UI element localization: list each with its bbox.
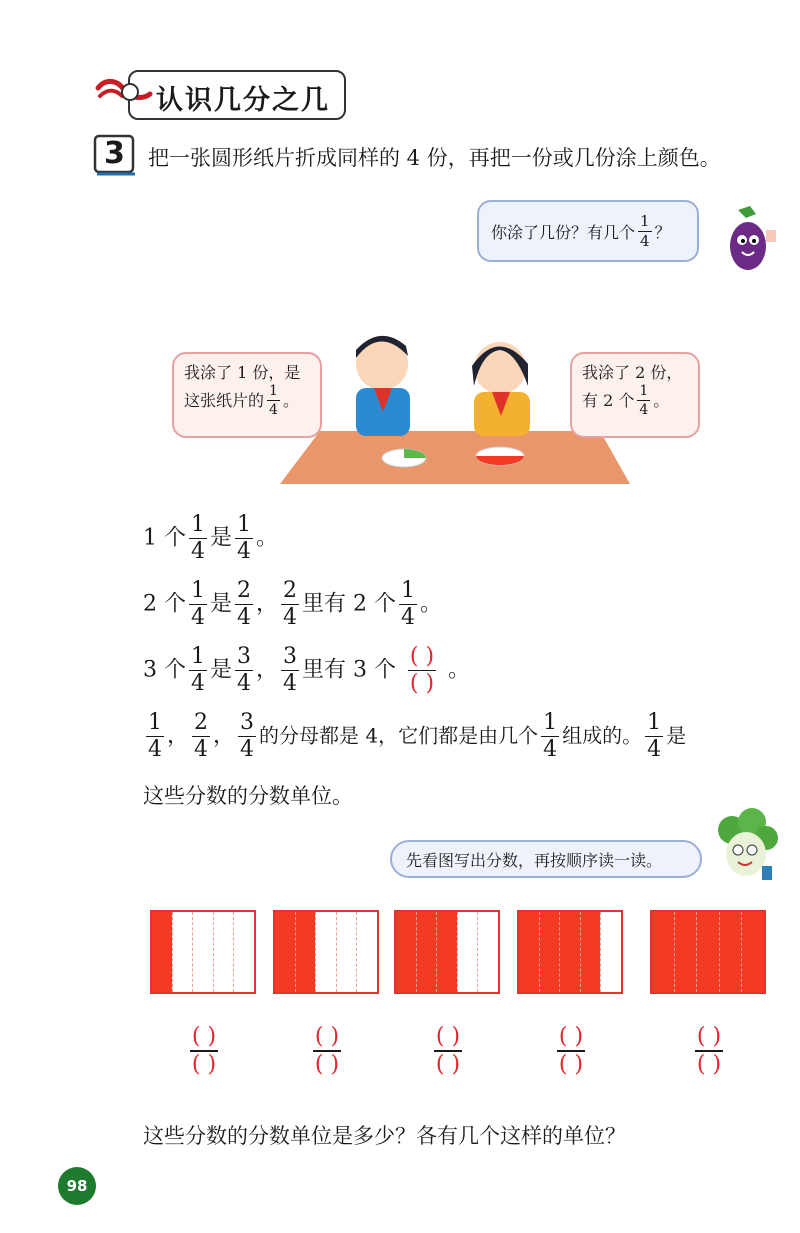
fraction: $\frac{1}{4}$ xyxy=(640,211,650,250)
answer-fraction-blank[interactable]: $\frac{( )}{( )}$ xyxy=(558,1024,584,1077)
fraction-rectangle xyxy=(650,910,766,994)
statement-line-4: $\frac{1}{4}$ ， $\frac{2}{4}$ ， $\frac{3}{4}$ 的分母都是 4，它们都是由几个 $\frac{1}{4}$ 组成的。 $\frac{1}{4}$ 是 xyxy=(148,710,687,762)
shaded-part xyxy=(436,912,457,992)
problem-number: 3 xyxy=(104,136,125,171)
shaded-part xyxy=(652,912,674,992)
eggplant-speech-bubble: 你涂了几份？有几个 $\frac{1}{4}$ ？ xyxy=(477,200,699,262)
ribbon-icon xyxy=(92,66,154,116)
unshaded-part xyxy=(233,912,254,992)
shaded-part xyxy=(741,912,764,992)
fraction-rectangle xyxy=(394,910,500,994)
unshaded-part xyxy=(600,912,621,992)
fraction-rectangle xyxy=(517,910,623,994)
unshaded-part xyxy=(192,912,213,992)
answer-fraction-blank[interactable]: $\frac{( )}{( )}$ xyxy=(696,1024,722,1077)
unshaded-part xyxy=(477,912,498,992)
answer-fraction-blank[interactable]: $\frac{( )}{( )}$ xyxy=(314,1024,340,1077)
boy-speech-bubble: 我涂了 1 份，是 这张纸片的 $\frac{1}{4}$ 。 xyxy=(172,352,322,438)
answer-fraction-blank[interactable]: $\frac{( )}{( )}$ xyxy=(435,1024,461,1077)
fraction: $\frac{1}{4}$ xyxy=(639,383,649,419)
statement-line-3: 3 个 $\frac{1}{4}$ 是 $\frac{3}{4}$ ， $\frac{3}{4}$ 里有 3 个 $\frac{( )}{( )}$ 。 xyxy=(143,644,471,696)
shaded-part xyxy=(519,912,539,992)
unshaded-part xyxy=(213,912,234,992)
fraction-rectangle xyxy=(150,910,256,994)
fraction: $\frac{1}{4}$ xyxy=(269,383,278,419)
shaded-part xyxy=(416,912,437,992)
unshaded-part xyxy=(172,912,193,992)
answer-blank[interactable]: $\frac{( )}{( )}$ xyxy=(409,644,435,696)
girl-speech-bubble: 我涂了 2 份， 有 2 个 $\frac{1}{4}$ 。 xyxy=(570,352,700,438)
problem-prompt: 把一张圆形纸片折成同样的 4 份，再把一份或几份涂上颜色。 xyxy=(148,146,721,170)
cabbage-mascot-icon xyxy=(710,808,780,888)
statement-line-1: 1 个 $\frac{1}{4}$ 是 $\frac{1}{4}$ 。 xyxy=(143,512,279,564)
fraction-rectangle xyxy=(273,910,379,994)
shaded-part xyxy=(539,912,560,992)
statement-line-5: 这些分数的分数单位。 xyxy=(143,784,353,808)
shaded-part xyxy=(559,912,580,992)
unshaded-part xyxy=(356,912,377,992)
page-number: 98 xyxy=(58,1167,96,1205)
shaded-part xyxy=(295,912,316,992)
bubble-text: 你涂了几份？有几个 xyxy=(491,222,636,242)
shaded-part xyxy=(396,912,416,992)
section-title: 认识几分之几 xyxy=(156,85,330,116)
shaded-part xyxy=(719,912,742,992)
question-text: 这些分数的分数单位是多少？各有几个这样的单位？ xyxy=(143,1124,626,1148)
unshaded-part xyxy=(457,912,478,992)
cabbage-speech-bubble: 先看图写出分数，再按顺序读一读。 xyxy=(390,840,702,878)
shaded-part xyxy=(580,912,601,992)
statement-line-2: 2 个 $\frac{1}{4}$ 是 $\frac{2}{4}$ ， $\frac{2}{4}$ 里有 2 个 $\frac{1}{4}$ 。 xyxy=(143,578,443,630)
shaded-part xyxy=(696,912,719,992)
shaded-part xyxy=(674,912,697,992)
unshaded-part xyxy=(336,912,357,992)
shaded-part xyxy=(275,912,295,992)
eggplant-mascot-icon xyxy=(718,202,780,274)
unshaded-part xyxy=(315,912,336,992)
shaded-part xyxy=(152,912,172,992)
answer-fraction-blank[interactable]: $\frac{( )}{( )}$ xyxy=(191,1024,217,1077)
